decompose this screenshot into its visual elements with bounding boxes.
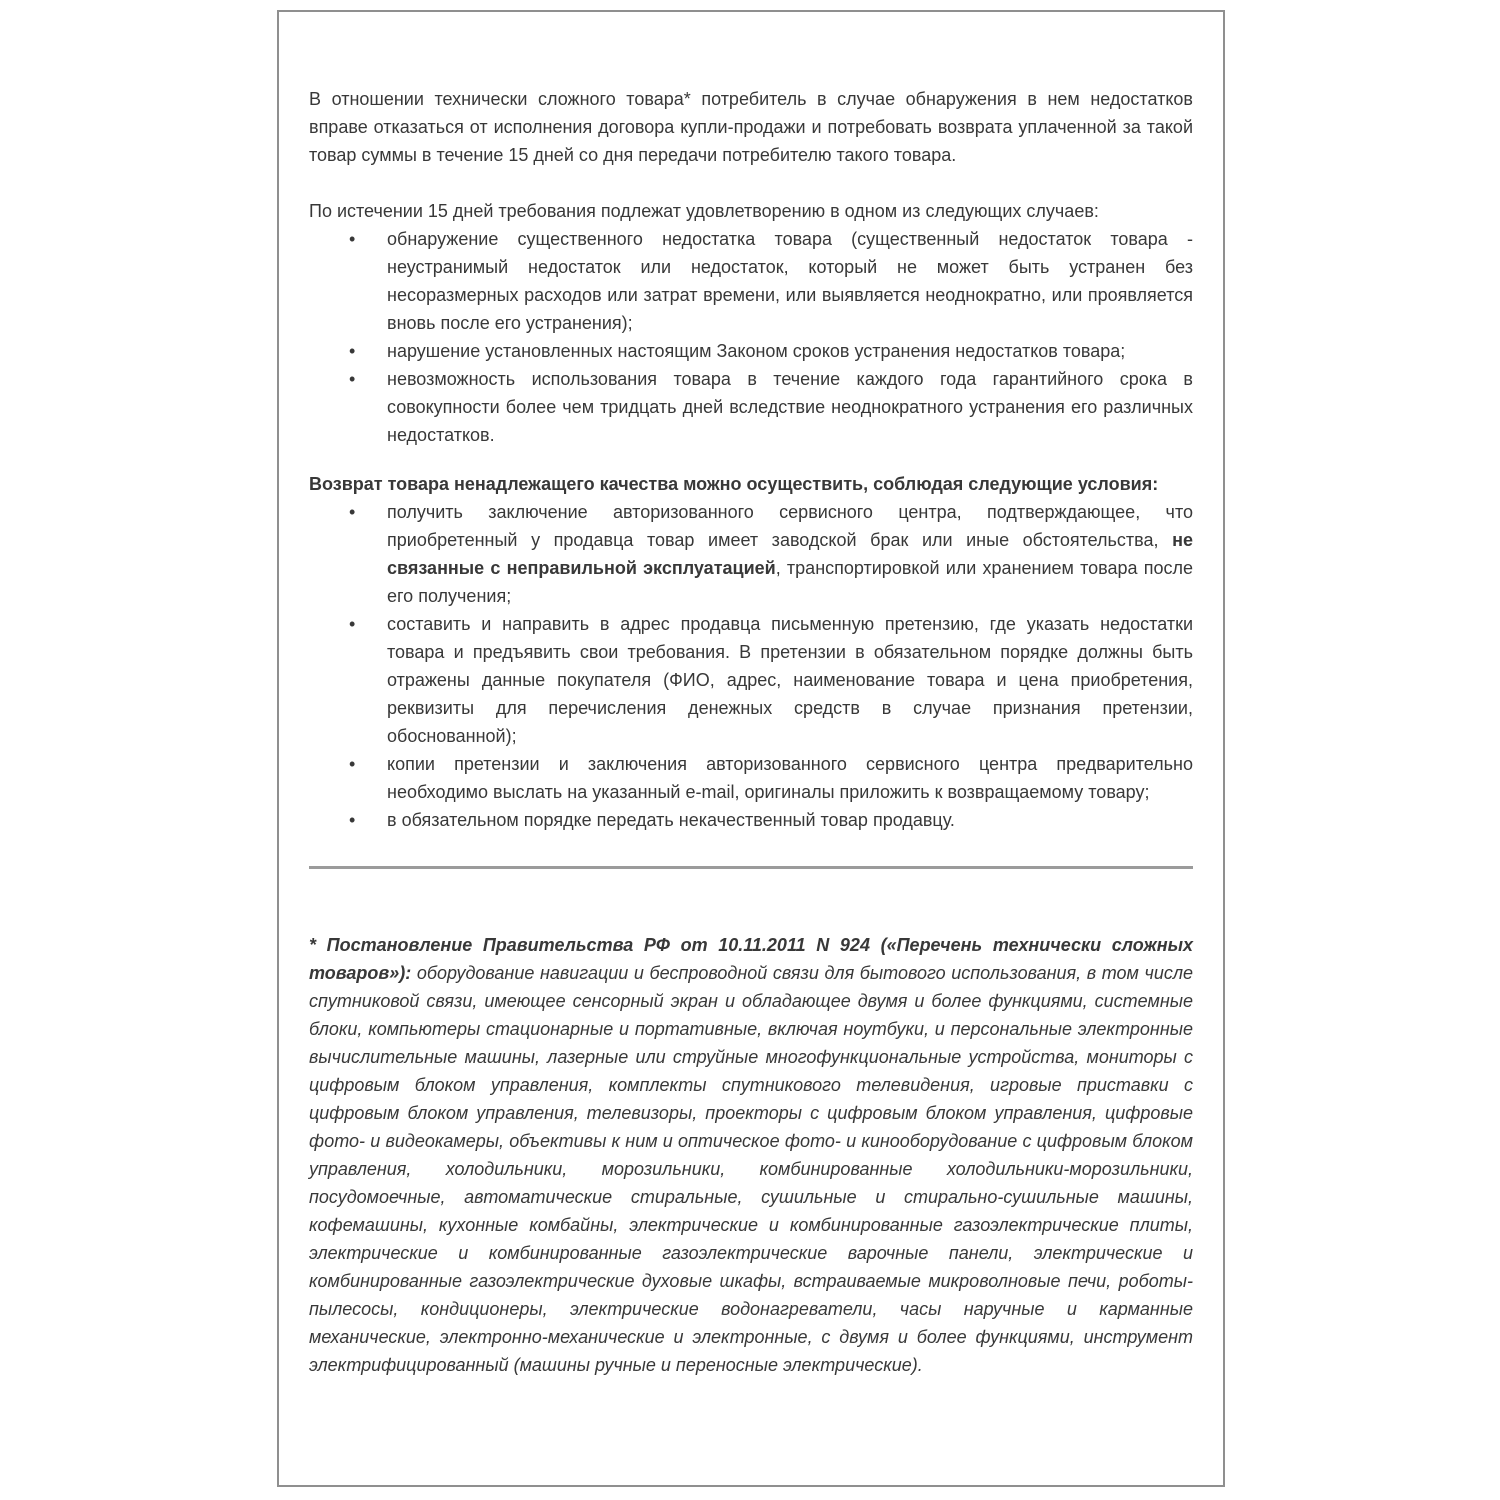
paragraph-technically-complex-intro: В отношении технически сложного товара* потребитель в случае обнаружения в нем недостатков вправе отказаться от исполнения договора купли-продажи и потребовать возврата уплаченной за такой товар суммы в течение 15 дней со дня передачи потребителю такого товара.	[309, 89, 1193, 165]
list-item	[309, 610, 1193, 750]
list-item	[309, 337, 1193, 365]
text-segment: оборудование навигации и беспроводной связи для бытового использования, в том числе спутниковой связи, имеющее сенсорный экран и обладающее двумя и более функциями, системные блоки, компьютеры стационарные и портативные, включая ноутбуки, и персональные электронные вычислительные машины, лазерные или струйные многофункциональные устройства, мониторы с цифровым блоком управления, комплекты спутникового телевидения, игровые приставки с цифровым блоком управления, телевизоры, проекторы с цифровым блоком управления, цифровые фото- и видеокамеры, объективы к ним и оптическое фото- и кинооборудование с цифровым блоком управления, холодильники, морозильники, комбинированные холодильники-морозильники, посудомоечные, автоматические стиральные, сушильные и стирально-сушильные машины, кофемашины, кухонные комбайны, электрические и комбинированные газоэлектрические плиты, электрические и комбинированные газоэлектрические варочные панели, электрические и комбинированные газоэлектрические духовые шкафы, встраиваемые микроволновые печи, роботы-пылесосы, кондиционеры, электрические водонагреватели, часы наручные и карманные механические, электронно-механические и электронные, с двумя и более функциями, инструмент электрифицированный (машины ручные и переносные электрические).	[309, 963, 1193, 1375]
list-item	[309, 750, 1193, 806]
paragraph-after-15-days: По истечении 15 дней требования подлежат удовлетворению в одном из следующих случаев:	[309, 201, 1099, 221]
text-segment: копии претензии и заключения авторизованного сервисного центра предварительно необходимо выслать на указанный e-mail, оригиналы приложить к возвращаемому товару;	[387, 754, 1193, 802]
text-segment: нарушение установленных настоящим Законом сроков устранения недостатков товара;	[387, 341, 1126, 361]
list-item	[309, 806, 1193, 834]
list-item	[309, 365, 1193, 449]
list-return-conditions	[309, 498, 1193, 834]
bold-text-segment: * Постановление Правительства РФ от 10.11.2011 N 924 («Перечень технически сложных товаров»):	[309, 935, 1193, 983]
footnote-divider	[309, 866, 1193, 869]
text-segment: , транспортировкой или хранением товара после его получения;	[387, 558, 1194, 606]
text-segment: обнаружение существенного недостатка товара (существенный недостаток товара - неустранимый недостаток или недостаток, который не может быть устранен без несоразмерных расходов или затрат времени, или выявляется неоднократно, или проявляется вновь после его устранения);	[387, 229, 1193, 333]
text-segment: получить заключение авторизованного сервисного центра, подтверждающее, что приобретенный у продавца товар имеет заводской брак или иные обстоятельства,	[387, 502, 1193, 550]
list-satisfaction-cases	[309, 225, 1193, 449]
bold-text-segment: не связанные с неправильной эксплуатацией	[387, 530, 1193, 578]
text-segment: в обязательном порядке передать некачественный товар продавцу.	[387, 810, 955, 830]
heading-return-conditions: Возврат товара ненадлежащего качества можно осуществить, соблюдая следующие условия:	[309, 474, 1159, 494]
list-item	[309, 498, 1193, 610]
document-page	[277, 10, 1225, 1487]
footnote-technically-complex-goods-list	[309, 931, 1193, 1379]
list-item	[309, 225, 1193, 337]
text-segment: невозможность использования товара в течение каждого года гарантийного срока в совокупности более чем тридцать дней вследствие неоднократного устранения его различных недостатков.	[387, 369, 1193, 445]
text-segment: составить и направить в адрес продавца письменную претензию, где указать недостатки товара и предъявить свои требования. В претензии в обязательном порядке должны быть отражены данные покупателя (ФИО, адрес, наименование товара и цена приобретения, реквизиты для перечисления денежных средств в случае признания претензии, обоснованной);	[387, 614, 1193, 746]
